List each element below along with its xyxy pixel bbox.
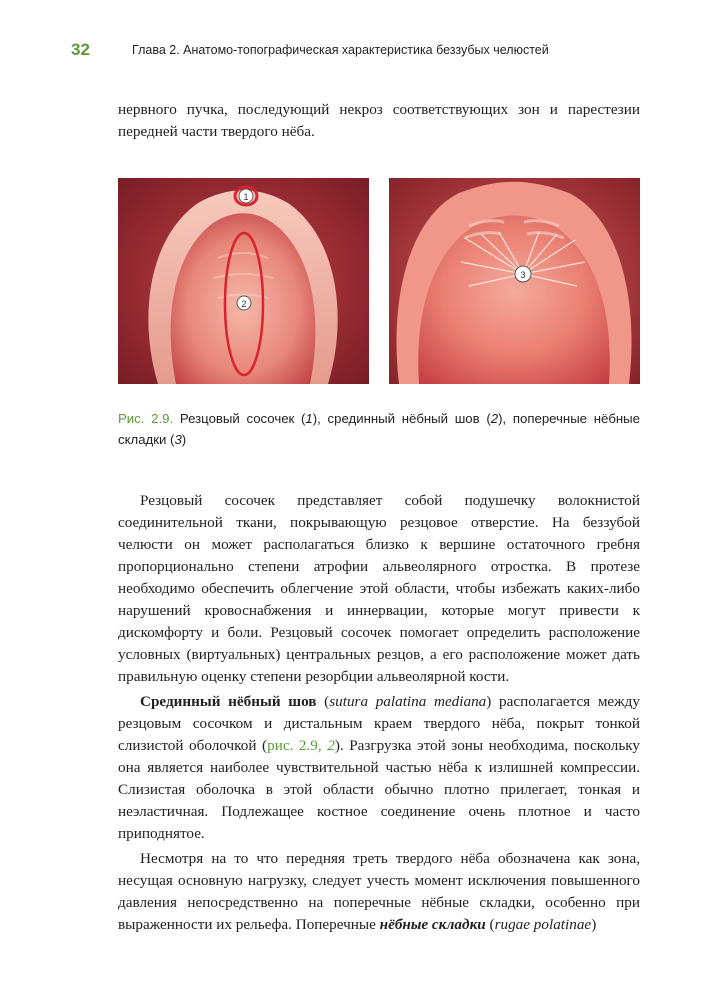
marker-2: 2 xyxy=(241,299,247,309)
paragraph-rugae xyxy=(118,848,640,936)
caption-text-2: ), срединный нёбный шов ( xyxy=(312,411,491,426)
caption-text-1: Резцовый сосочек ( xyxy=(173,411,306,426)
paragraph-incisive-papilla: Резцовый сосочек представляет собой подушечку волокнистой соединительной ткани, покрывающую резцовое отверстие. На беззубой челюсти он может располагаться близко к вершине остаточного гребня пропорционально степени атрофии альвеолярного отростка. В протезе необходимо обеспечить облегчение этой области, чтобы избежать каких-либо нарушений кровоснабжения и иннервации, которые могут привести к дискомфорту и боли. Резцовый сосочек помогает определить расположение условных (виртуальных) центральных резцов, а его расположение может дать правильную оценку степени резорбции альвеолярной кости. xyxy=(118,492,640,685)
para3-text-3: ) xyxy=(591,916,597,933)
page-header xyxy=(71,40,641,64)
page-number: 32 xyxy=(71,40,90,59)
caption-text-4: ) xyxy=(181,432,187,447)
figure-2-9 xyxy=(118,178,640,384)
para2-text-2: ) располагается между резцовым сосочком и дистальным краем твердого нёба, покрыт тонкой слизистой оболочкой ( xyxy=(118,693,640,754)
palate-photo-left xyxy=(118,178,369,384)
term-rugae: нёбные складки xyxy=(379,916,486,933)
latin-rugae: rugae polatinae xyxy=(494,916,592,933)
intro-text xyxy=(118,99,640,143)
caption-text-3: ), поперечные нёбные складки ( xyxy=(118,411,640,447)
palate-photo-right xyxy=(389,178,640,384)
term-median-suture: Срединный нёбный шов xyxy=(140,693,317,710)
palate-photo-left-image xyxy=(118,178,369,384)
intro-line-2: передней части твердого нёба. xyxy=(118,123,315,140)
caption-num-3: 3 xyxy=(174,432,182,447)
intro-line-1: нервного пучка, последующий некроз соответствующих зон и парестезии xyxy=(118,101,640,118)
figure-caption xyxy=(118,408,640,450)
palate-photo-right-image xyxy=(389,178,640,384)
running-head: Глава 2. Анатомо-топографическая характеристика беззубых челюстей xyxy=(132,43,549,57)
figure-reference: рис. 2.9, xyxy=(267,737,322,754)
marker-1: 1 xyxy=(243,192,249,202)
latin-median-suture: sutura palatina mediana xyxy=(329,693,487,710)
para2-text-1: ( xyxy=(316,693,330,710)
para3-text-2: ( xyxy=(485,916,495,933)
marker-3: 3 xyxy=(520,270,526,280)
caption-num-1: 1 xyxy=(305,411,313,426)
figure-reference-num: 2 xyxy=(327,737,335,754)
caption-label: Рис. 2.9. xyxy=(118,411,174,426)
caption-num-2: 2 xyxy=(490,411,499,426)
para3-text-1: Несмотря на то что передняя треть твердого нёба обозначена как зона, несущая основную нагрузку, следует учесть момент исключения повышенного давления непосредственно на поперечные нёбные складки, особенно при выраженности их рельефа. Поперечные xyxy=(118,850,640,933)
body-text xyxy=(118,490,640,936)
para2-text-3: ). Разгрузка этой зоны необходима, поскольку она является наиболее чувствительной частью нёба к излишней компрессии. Слизистая оболочка в этой области обычно плотно прилегает, тонкая и неэластичная. Подлежащее костное соединение очень плотное и часто приподнятое. xyxy=(118,737,640,842)
paragraph-median-suture xyxy=(118,691,640,845)
